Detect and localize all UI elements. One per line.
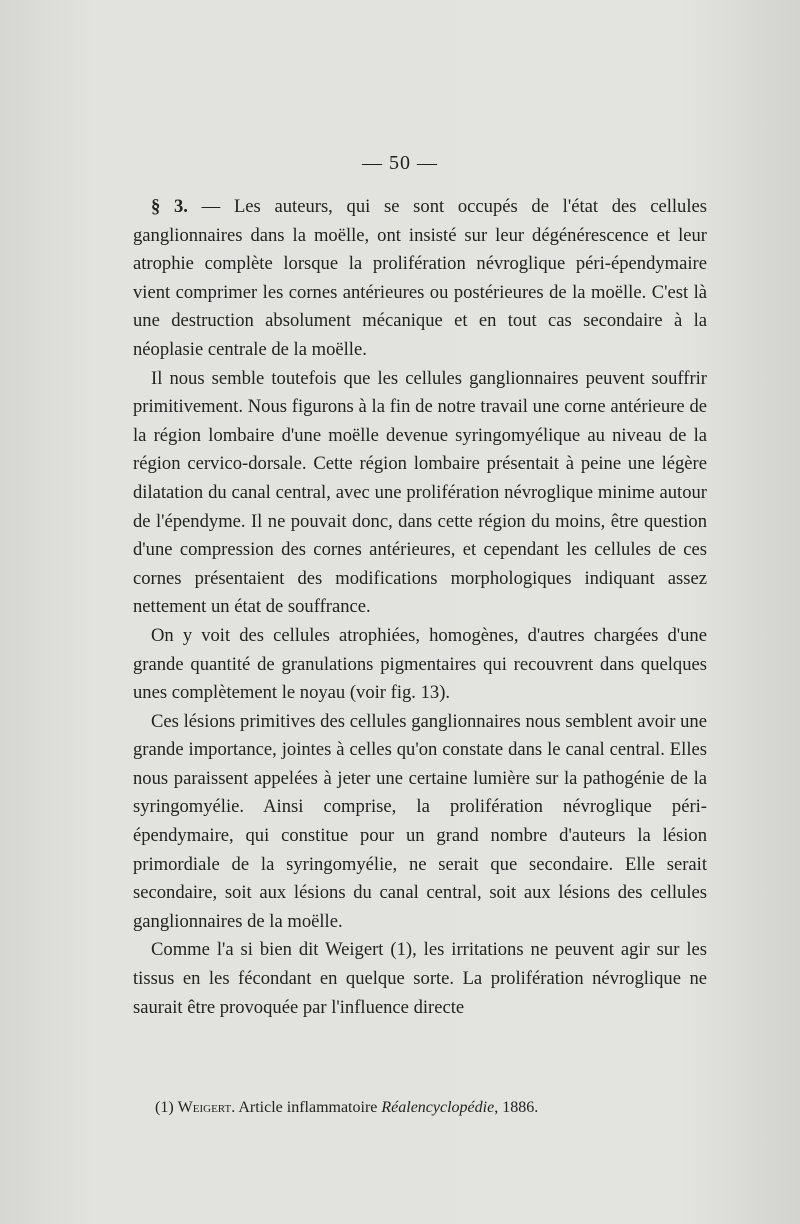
footnote-author: Weigert. [177, 1099, 236, 1116]
paragraph-text: Ces lésions primitives des cellules ganglionnaires nous semblent avoir une grande importance, jointes à celles qu'on constate dans le canal central. Elles nous paraissent appelées à jeter une certaine lumière sur la pathogénie de la syringomyélie. Ainsi comprise, la prolifération névroglique péri-épendymaire, qui constitue pour un grand nombre d'auteurs la lésion primordiale de la syringomyélie, ne serait que secondaire. Elle serait secondaire, soit aux lésions du canal central, soit aux lésions des cellules ganglionnaires de la moëlle. [133, 710, 707, 932]
paragraph-2 [133, 365, 707, 622]
footnote-title: Article inflammatoire [235, 1099, 382, 1116]
footnote-marker: (1) [155, 1099, 174, 1116]
footnote [155, 1097, 715, 1119]
footnote-work: Réalencyclopédie [381, 1099, 495, 1116]
footnote-year: , 1886. [494, 1099, 539, 1116]
paragraph-3 [133, 622, 707, 708]
paragraph-text: Comme l'a si bien dit Weigert (1), les irritations ne peuvent agir sur les tissus en les fécondant en quelque sorte. La prolifération névroglique ne saurait être provoquée par l'influence directe [133, 939, 707, 1018]
paragraph-4 [133, 708, 707, 937]
paragraph-text: Il nous semble toutefois que les cellules ganglionnaires peuvent souffrir primitivement. Nous figurons à la fin de notre travail une corne antérieure de la région lombaire d'une moëlle devenue syringomyélique au niveau de la région cervico-dorsale. Cette région lombaire présentait à peine une légère dilatation du canal central, avec une prolifération névroglique minime autour de l'épendyme. Il ne pouvait donc, dans cette région du moins, être question d'une compression des cornes antérieures, et cependant les cellules de ces cornes présentaient des modifications morphologiques indiquant assez nettement un état de souffrance. [133, 367, 707, 618]
section-mark: § 3. [151, 196, 188, 217]
page-number: — 50 — [362, 152, 438, 174]
paragraph-text: On y voit des cellules atrophiées, homogènes, d'autres chargées d'une grande quantité de granulations pigmentaires qui recouvrent dans quelques unes complètement le noyau (voir fig. 13). [133, 624, 707, 704]
body-text [133, 193, 707, 1022]
paragraph-5 [133, 936, 707, 1022]
paragraph-text: — Les auteurs, qui se sont occupés de l'état des cellules ganglionnaires dans la moëlle, ont insisté sur leur dégénérescence et leur atrophie complète lorsque la prolifération névroglique péri-épendymaire vient comprimer les cornes antérieures ou postérieures de la moëlle. C'est là une destruction absolument mécanique et en tout cas secondaire à la néoplasie centrale de la moëlle. [133, 196, 708, 360]
paragraph-1 [133, 193, 707, 365]
